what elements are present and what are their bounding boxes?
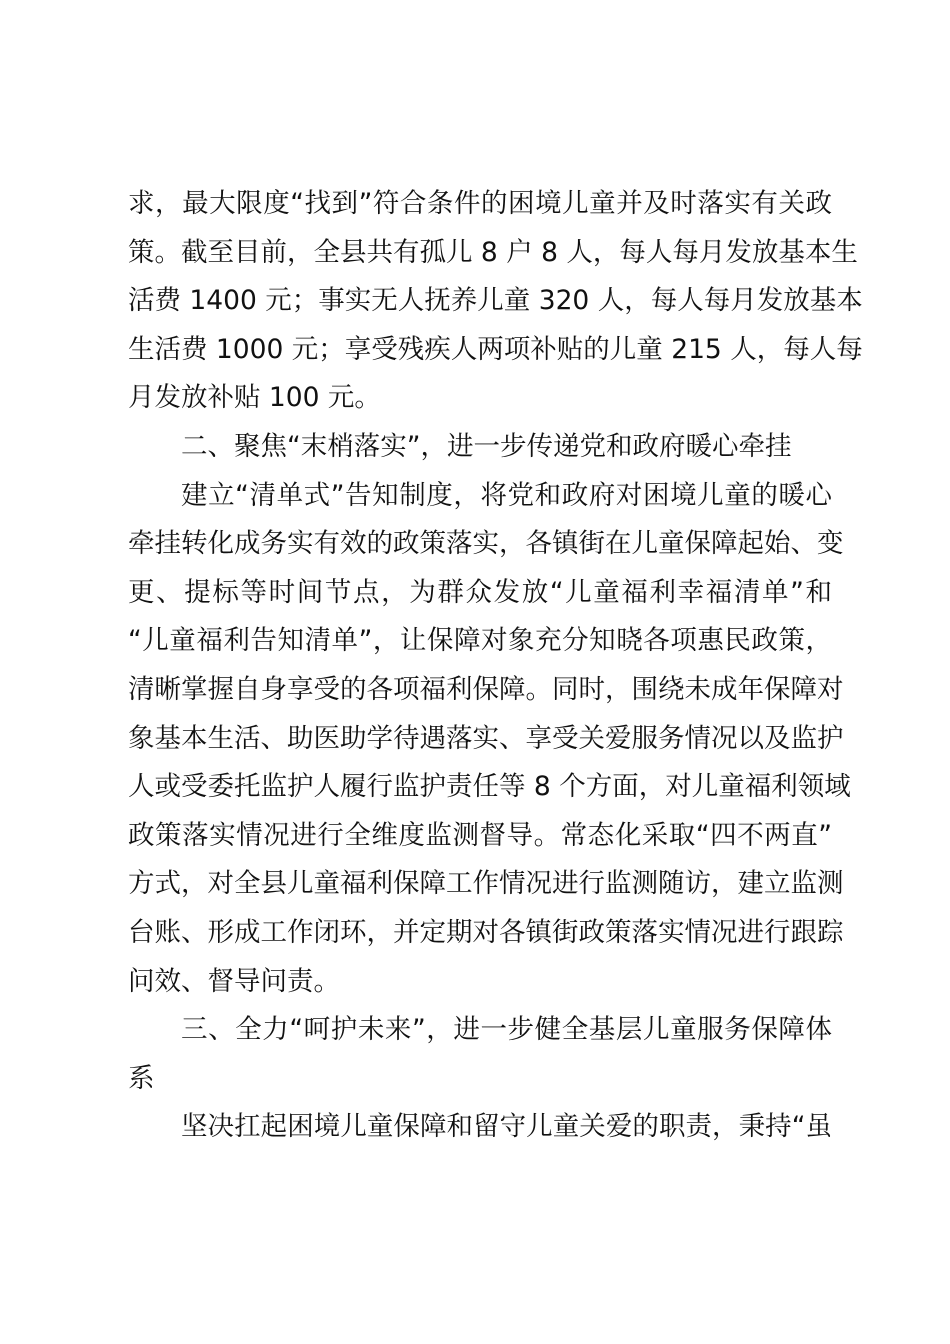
section-heading-3-continued: 系 <box>128 1062 155 1094</box>
section-heading-2: 二、聚焦“末梢落实”，进一步传递党和政府暖心牵挂 <box>181 430 792 462</box>
paragraph-line: 活费 1400 元；事实无人抚养儿童 320 人，每人每月发放基本 <box>128 285 863 317</box>
paragraph-line: 生活费 1000 元；享受残疾人两项补贴的儿童 215 人，每人每 <box>128 333 863 365</box>
paragraph-line: 坚决扛起困境儿童保障和留守儿童关爱的职责，秉持“虽 <box>181 1111 832 1143</box>
paragraph-line: 更、提标等时间节点，为群众发放“儿童福利幸福清单”和 <box>128 576 832 608</box>
paragraph-line: 问效、督导问责。 <box>128 965 340 997</box>
paragraph-line: 建立“清单式”告知制度，将党和政府对困境儿童的暖心 <box>181 479 832 511</box>
paragraph-line: 人或受委托监护人履行监护责任等 8 个方面，对儿童福利领域 <box>128 771 851 803</box>
paragraph-line: 台账、形成工作闭环，并定期对各镇街政策落实情况进行跟踪 <box>128 916 844 948</box>
document-body <box>128 180 863 1152</box>
paragraph-line: 方式，对全县儿童福利保障工作情况进行监测随访，建立监测 <box>128 868 844 900</box>
paragraph-line: 象基本生活、助医助学待遇落实、享受关爱服务情况以及监护 <box>128 722 844 754</box>
paragraph-line: 求，最大限度“找到”符合条件的困境儿童并及时落实有关政 <box>128 188 832 219</box>
paragraph-line: 政策落实情况进行全维度监测督导。常态化采取“四不两直” <box>128 819 832 851</box>
paragraph-line: 牵挂转化成务实有效的政策落实，各镇街在儿童保障起始、变 <box>128 528 844 560</box>
paragraph-line: 月发放补贴 100 元。 <box>128 382 381 414</box>
paragraph-line: “儿童福利告知清单”，让保障对象充分知晓各项惠民政策， <box>128 625 832 657</box>
section-heading-3: 三、全力“呵护未来”，进一步健全基层儿童服务保障体 <box>181 1014 832 1046</box>
paragraph-line: 策。截至目前，全县共有孤儿 8 户 8 人，每人每月发放基本生 <box>128 236 858 268</box>
paragraph-line: 清晰掌握自身享受的各项福利保障。同时，围绕未成年保障对 <box>128 673 844 705</box>
